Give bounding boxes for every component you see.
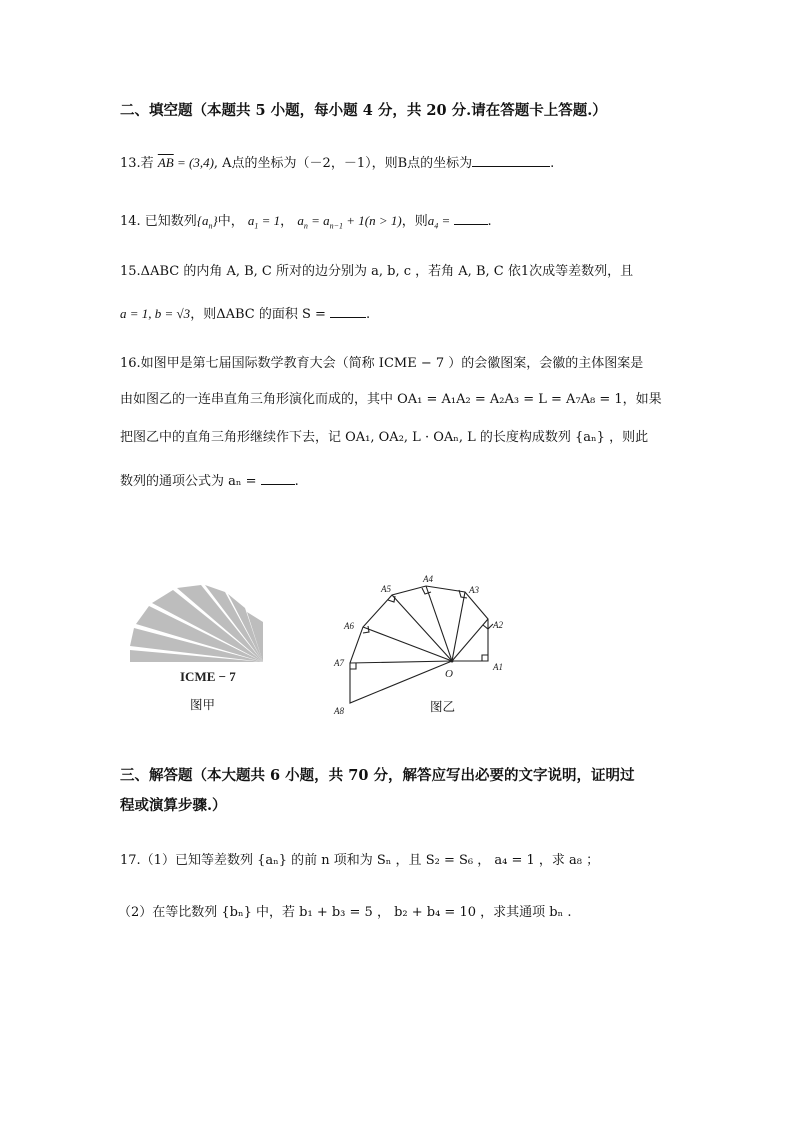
q15-text: ，则ΔABC 的面积 S = bbox=[190, 307, 331, 322]
right-angle-mark-7 bbox=[350, 663, 356, 669]
q13-eq: = (3,4) bbox=[173, 155, 214, 170]
emblem-label: ICME − 7 bbox=[180, 669, 236, 684]
question-17-part2: （2）在等比数列 {bₙ} 中，若 b₁ + b₃ = 5 ， b₂ + b₄ = 10 ，求其通项 bₙ . bbox=[118, 905, 572, 920]
q14-cond2: $a_n = a_{n-1} + 1(n > 1)$ bbox=[297, 213, 402, 231]
spoke-oa6 bbox=[363, 627, 452, 661]
spiral-triangles-figure bbox=[325, 570, 525, 718]
figure-a-caption: 图甲 bbox=[190, 697, 216, 712]
label-a1: A1 bbox=[493, 662, 503, 672]
section3-heading-line2: 程或演算步骤.） bbox=[120, 797, 227, 814]
spoke-oa7 bbox=[350, 661, 452, 663]
q13-vector: $\overline{AB}$ bbox=[157, 155, 174, 170]
label-a7: A7 bbox=[334, 658, 344, 668]
q13-text: , A点的坐标为（－2，－1），则B点的坐标为 bbox=[213, 156, 473, 171]
q14-mid: 中， bbox=[217, 214, 244, 229]
q14-end: . bbox=[487, 214, 492, 229]
q14-sep: ， bbox=[280, 214, 294, 229]
label-a5: A5 bbox=[381, 584, 391, 594]
q14-prefix: 14. 已知数列 bbox=[120, 214, 197, 229]
question-13 bbox=[120, 153, 554, 174]
question-16-line2: 由如图乙的一连串直角三角形演化而成的，其中 OA₁ = A₁A₂ = A₂A₃ = L = A₇A₈ = 1，如果 bbox=[120, 392, 662, 407]
origin-label: O bbox=[445, 668, 453, 680]
q13-prefix: 13.若 bbox=[120, 156, 154, 171]
label-a3: A3 bbox=[469, 585, 479, 595]
spoke-oa3 bbox=[452, 592, 465, 661]
question-16-line1: 16.如图甲是第七届国际数学教育大会（简称 ICME − 7 ）的会徽图案，会徽的主体图案是 bbox=[120, 356, 644, 371]
q16-end: . bbox=[294, 474, 299, 489]
question-16-line4 bbox=[120, 472, 299, 492]
q15-answer-blank[interactable] bbox=[330, 305, 366, 318]
q16-text: 数列的通项公式为 aₙ = bbox=[120, 474, 261, 489]
q13-end: . bbox=[550, 156, 555, 171]
section2-heading: 二、填空题（本题共 5 小题，每小题 4 分，共 20 分.请在答题卡上答题.） bbox=[120, 102, 607, 119]
q14-answer-blank[interactable] bbox=[454, 212, 488, 225]
q13-answer-blank[interactable] bbox=[472, 154, 550, 167]
figure-b-caption: 图乙 bbox=[430, 699, 456, 714]
origin-point bbox=[451, 660, 454, 663]
icme-emblem-figure bbox=[125, 584, 270, 684]
spiral-outline bbox=[350, 586, 488, 703]
question-15-line1: 15.ΔABC 的内角 A, B, C 所对的边分别为 a, b, c ，若角 A, B, C 依1次成等差数列，且 bbox=[120, 264, 634, 279]
spoke-oa4 bbox=[426, 586, 452, 661]
q14-ask: ，则 bbox=[401, 214, 428, 229]
q15-end: . bbox=[366, 307, 371, 322]
label-a8: A8 bbox=[334, 706, 344, 716]
q14-ask-var: $a_4$ = bbox=[427, 213, 454, 231]
label-a4: A4 bbox=[423, 574, 433, 584]
q16-answer-blank[interactable] bbox=[261, 472, 295, 485]
right-angle-mark-1 bbox=[482, 655, 488, 661]
q15-math: a = 1, b = √3 bbox=[120, 306, 191, 321]
question-16-line3: 把图乙中的直角三角形继续作下去，记 OA₁, OA₂, L · OAₙ, L 的长度构成数列 {aₙ} ，则此 bbox=[120, 430, 649, 445]
spoke-oa5 bbox=[392, 595, 452, 661]
question-17-part1: 17.（1）已知等差数列 {aₙ} 的前 n 项和为 Sₙ ，且 S₂ = S₆ ， a₄ = 1 ，求 a₈ ； bbox=[120, 853, 600, 868]
label-a2: A2 bbox=[493, 620, 503, 630]
question-14 bbox=[120, 211, 492, 237]
q14-cond1: $a_1 = 1$ bbox=[247, 213, 281, 231]
label-a6: A6 bbox=[344, 621, 354, 631]
q14-seq: $\{a_n\}$ bbox=[196, 213, 218, 231]
section3-heading-line1: 三、解答题（本大题共 6 小题，共 70 分，解答应写出必要的文字说明，证明过 bbox=[120, 767, 635, 784]
question-15-line2 bbox=[120, 304, 370, 325]
